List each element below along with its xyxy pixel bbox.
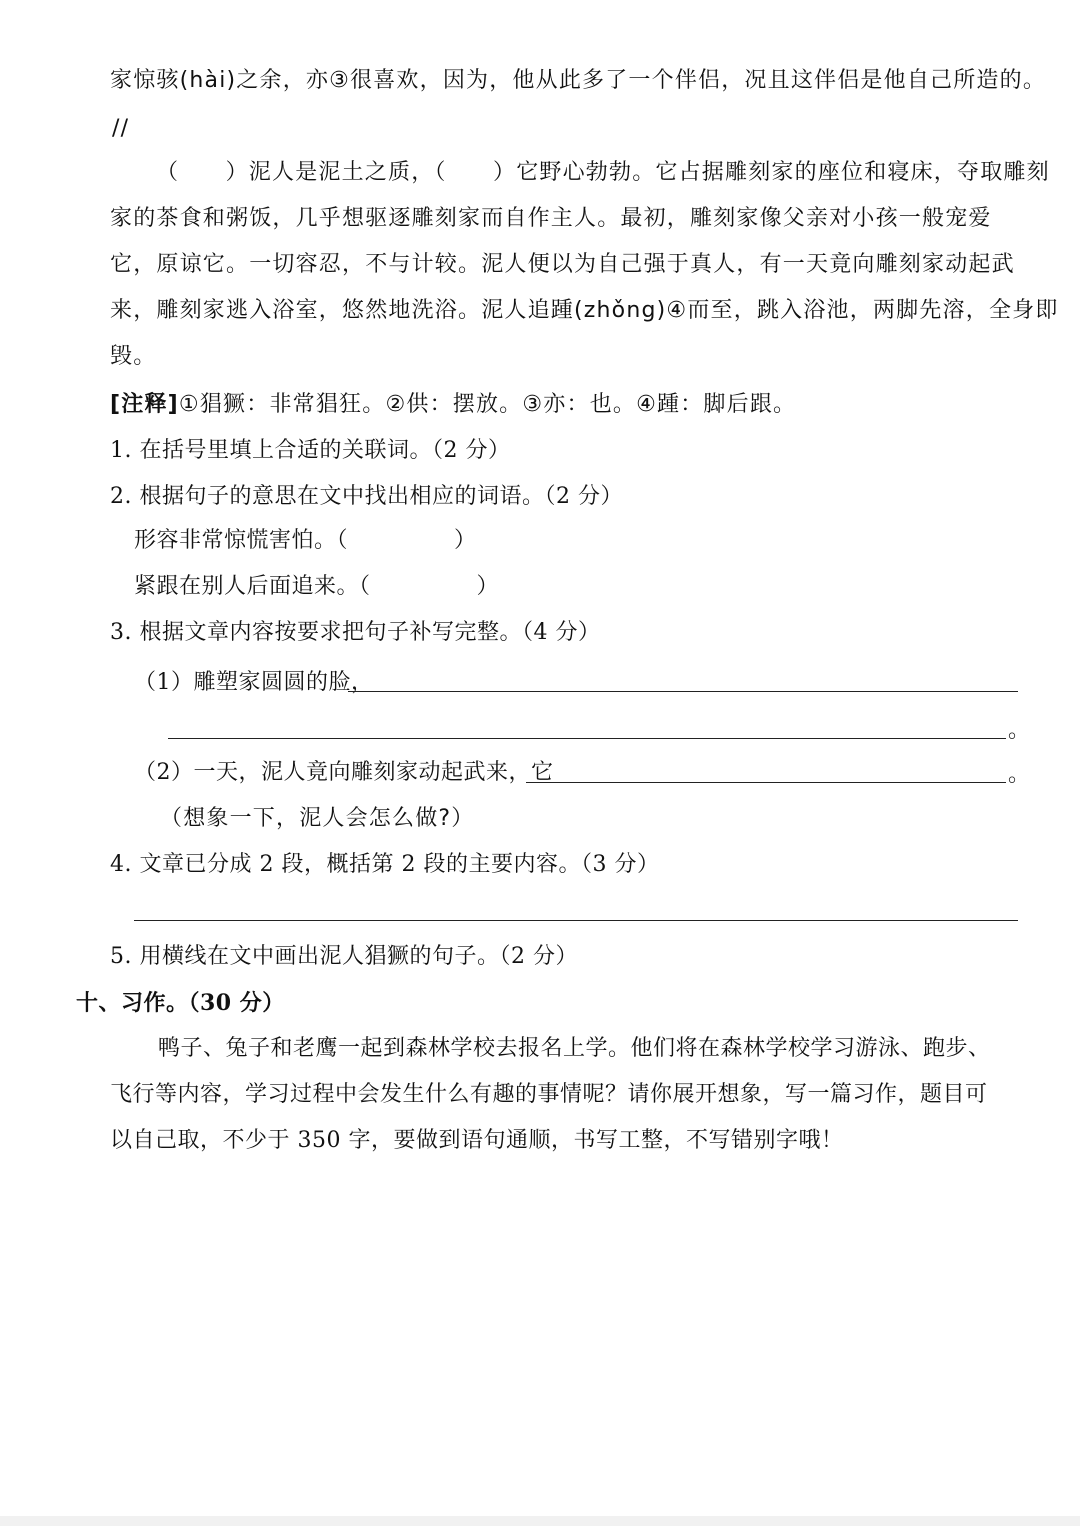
writing-line-2: 飞行等内容，学习过程中会发生什么有趣的事情呢？请你展开想象，写一篇习作，题目可 (110, 1082, 988, 1107)
passage-separator: // (112, 116, 130, 141)
writing-line-1: 鸭子、兔子和老鹰一起到森林学校去报名上学。他们将在森林学校学习游泳、跑步、 (158, 1036, 991, 1061)
question-4: 4. 文章已分成 2 段，概括第 2 段的主要内容。（3 分） (110, 852, 660, 877)
question-2a: 形容非常惊慌害怕。（ ） (134, 528, 477, 553)
question-5: 5. 用横线在文中画出泥人猖獗的句子。（2 分） (110, 944, 578, 969)
passage-p2-line-1: （ ）泥人是泥土之质，（ ）它野心勃勃。它占据雕刻家的座位和寝床，夺取雕刻 (156, 160, 1050, 185)
period-3a: 。 (1008, 718, 1031, 743)
notes (110, 390, 796, 420)
passage-line-1: 家惊骇(hài)之余，亦③很喜欢，因为，他从此多了一个伴侣，况且这伴侣是他自己所造的。 (110, 68, 1047, 93)
page-bottom-edge (0, 1516, 1080, 1526)
question-3b: （2）一天，泥人竟向雕刻家动起武来，它 (134, 760, 554, 785)
answer-line-3a-2[interactable] (168, 738, 1006, 739)
answer-line-3a-1[interactable] (348, 691, 1018, 692)
question-3a: （1）雕塑家圆圆的脸， (134, 670, 374, 695)
question-2b: 紧跟在别人后面追来。（ ） (134, 574, 500, 599)
question-3: 3. 根据文章内容按要求把句子补写完整。（4 分） (110, 620, 601, 645)
answer-line-3b[interactable] (526, 782, 1006, 783)
period-3b: 。 (1008, 762, 1031, 787)
notes-text: ①猖獗：非常猖狂。②供：摆放。③亦：也。④踵：脚后跟。 (178, 392, 797, 417)
question-1: 1. 在括号里填上合适的关联词。（2 分） (110, 438, 511, 463)
answer-line-4[interactable] (134, 920, 1018, 921)
writing-line-3: 以自己取，不少于 350 字，要做到语句通顺，书写工整，不写错别字哦！ (110, 1128, 844, 1153)
notes-label: [注释] (110, 392, 179, 417)
question-3b-hint: （想象一下，泥人会怎么做?） (160, 806, 475, 831)
question-2: 2. 根据句子的意思在文中找出相应的词语。（2 分） (110, 484, 623, 509)
passage-p2-line-3: 它，原谅它。一切容忍，不与计较。泥人便以为自己强于真人，有一天竟向雕刻家动起武 (110, 252, 1015, 277)
passage-p2-line-4: 来，雕刻家逃入浴室，悠然地洗浴。泥人追踵(zhǒng)④而至，跳入浴池，两脚先溶，全身即 (110, 298, 1059, 323)
writing-heading: 十、习作。（30 分） (76, 990, 285, 1016)
passage-p2-line-5: 毁。 (110, 344, 157, 369)
passage-p2-line-2: 家的茶食和粥饭，几乎想驱逐雕刻家而自作主人。最初，雕刻家像父亲对小孩一般宠爱 (110, 206, 992, 231)
